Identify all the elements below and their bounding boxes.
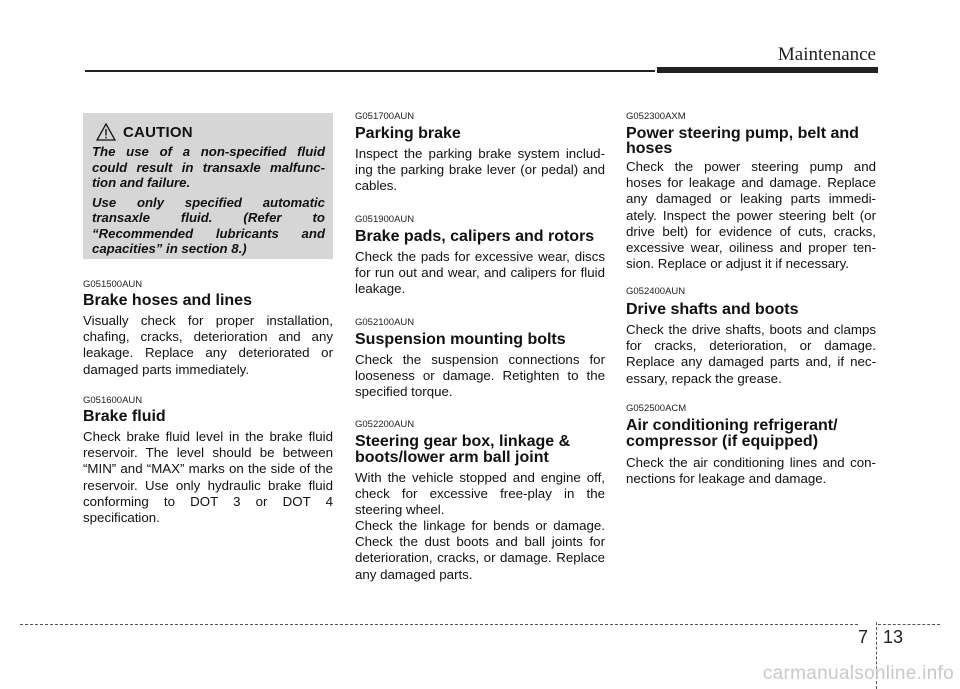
section-heading-line: Air conditioning refrigerant/ — [626, 417, 838, 434]
section-heading-line: Power steering pump, belt and — [626, 125, 859, 142]
caution-header — [96, 123, 325, 141]
section-code: G052100AUN — [355, 317, 415, 328]
section-heading-line: compressor (if equipped) — [626, 433, 819, 450]
caution-box — [83, 113, 333, 259]
section-heading: Brake fluid — [83, 408, 166, 425]
watermark: carmanualsonline.info — [762, 663, 954, 684]
section-body: Check the power steering pump and hoses for leakage and damage. Replace any damaged or leaking parts immedi-ately. Inspect the power steering belt (or drive belt) for evidence of cuts, cracks, excessive wear, oiliness and proper ten-sion. Replace or adjust it if necessary. — [626, 159, 876, 272]
caution-paragraph: The use of a non-specified fluid could result in transaxle malfunc-tion and failure. — [92, 144, 325, 190]
section-code: G052300AXM — [626, 111, 686, 122]
section-body: Check brake fluid level in the brake fluid reservoir. The level should be between “MIN” and “MAX” marks on the side of the reservoir. Use only hydraulic brake fluid conforming to DOT 3 or DOT 4 specification. — [83, 429, 333, 526]
section-body: Visually check for proper installation, chafing, cracks, deterioration and any leakage. Replace any deteriorated or damaged parts immediately. — [83, 313, 333, 377]
section-heading: Parking brake — [355, 125, 461, 142]
footer-rule — [878, 624, 940, 625]
section-body: Check the suspension connections for looseness or damage. Retighten to the specified torque. — [355, 352, 605, 400]
page-header-title: Maintenance — [777, 44, 876, 65]
section-body: With the vehicle stopped and engine off, check for excessive free-play in the steering wheel. — [355, 470, 605, 518]
section-body: Check the drive shafts, boots and clamps for cracks, deterioration, or damage. Replace any damaged parts and, if nec-essary, repack the grease. — [626, 322, 876, 386]
warning-triangle-icon — [96, 123, 116, 141]
section-code: G051500AUN — [83, 279, 143, 290]
footer-rule — [20, 624, 858, 625]
section-code: G052500ACM — [626, 403, 687, 414]
section-heading: Brake hoses and lines — [83, 292, 252, 309]
section-body: Check the linkage for bends or damage. Check the dust boots and ball joints for deterioration, cracks, or damage. Replace any damaged parts. — [355, 518, 605, 582]
section-heading: Suspension mounting bolts — [355, 331, 566, 348]
caution-paragraph: Use only specified automatic transaxle fluid. (Refer to “Recommended lubricants and capacities” in section 8.) — [92, 194, 325, 256]
page-number: 13 — [883, 627, 904, 647]
section-body: Check the pads for excessive wear, discs for run out and wear, and calipers for fluid leakage. — [355, 249, 605, 297]
header-rule-thick — [657, 67, 878, 73]
header-rule-thin — [85, 70, 655, 72]
section-code: G051700AUN — [355, 111, 415, 122]
section-code: G051600AUN — [83, 395, 143, 406]
chapter-number: 7 — [858, 627, 869, 647]
section-heading-line: hoses — [626, 140, 673, 157]
caution-title: CAUTION — [123, 123, 193, 141]
section-code: G052400AUN — [626, 286, 686, 297]
section-code: G051900AUN — [355, 214, 415, 225]
section-code: G052200AUN — [355, 419, 415, 430]
section-heading: Brake pads, calipers and rotors — [355, 228, 595, 245]
section-body: Inspect the parking brake system includ-ing the parking brake lever (or pedal) and cables. — [355, 146, 605, 194]
section-heading-line: Steering gear box, linkage & — [355, 433, 571, 450]
section-body: Check the air conditioning lines and con-nections for leakage and damage. — [626, 455, 876, 487]
section-heading-line: boots/lower arm ball joint — [355, 449, 549, 466]
section-heading: Drive shafts and boots — [626, 301, 799, 318]
